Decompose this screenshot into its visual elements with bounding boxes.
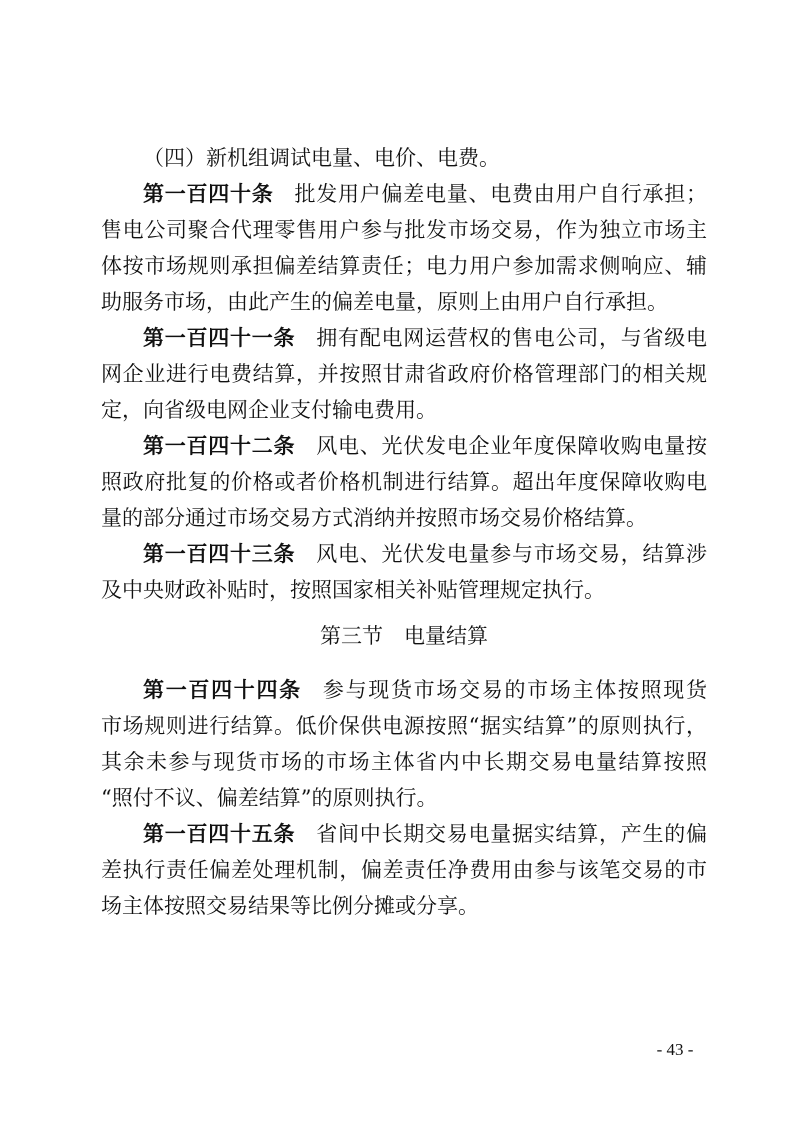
paragraph-line: 照政府批复的价格或者价格机制进行结算。超出年度保障收购电 xyxy=(101,470,707,494)
article-text: 参与现货市场交易的市场主体按照现货 xyxy=(322,678,708,702)
paragraph-line: 定，向省级电网企业支付输电费用。 xyxy=(101,398,437,422)
paragraph-line: 售电公司聚合代理零售用户参与批发市场交易，作为独立市场主 xyxy=(101,218,707,242)
article-142 xyxy=(101,428,707,536)
article-number: 第一百四十五条 xyxy=(143,822,296,846)
article-number: 第一百四十四条 xyxy=(143,678,302,702)
paragraph-line xyxy=(101,816,707,852)
paragraph-line: 其余未参与现货市场的市场主体省内中长期交易电量结算按照 xyxy=(101,750,707,774)
article-number: 第一百四十条 xyxy=(143,182,274,206)
paragraph-line: 体按市场规则承担偏差结算责任；电力用户参加需求侧响应、辅 xyxy=(101,254,707,278)
article-text: 风电、光伏发电企业年度保障收购电量按 xyxy=(316,434,707,458)
document-page xyxy=(101,140,707,924)
article-number: 第一百四十二条 xyxy=(143,434,296,458)
paragraph-line xyxy=(101,428,707,464)
section-title: 电量结算 xyxy=(404,624,488,648)
article-141 xyxy=(101,320,707,428)
article-text: 批发用户偏差电量、电费由用户自行承担； xyxy=(294,182,707,206)
paragraph-line: （四）新机组调试电量、电价、电费。 xyxy=(143,146,500,170)
list-item-4 xyxy=(101,140,707,176)
paragraph-line: 及中央财政补贴时，按照国家相关补贴管理规定执行。 xyxy=(101,578,605,602)
paragraph-line: 市场规则进行结算。低价保供电源按照“据实结算”的原则执行， xyxy=(101,714,707,738)
article-text: 省间中长期交易电量据实结算，产生的偏 xyxy=(316,822,707,846)
article-143 xyxy=(101,536,707,608)
page-number: - 43 - xyxy=(656,1040,694,1059)
article-text: 拥有配电网运营权的售电公司，与省级电 xyxy=(316,326,707,350)
paragraph-line: 量的部分通过市场交易方式消纳并按照市场交易价格结算。 xyxy=(101,506,647,530)
paragraph-line: 网企业进行电费结算，并按照甘肃省政府价格管理部门的相关规 xyxy=(101,362,707,386)
article-number: 第一百四十一条 xyxy=(143,326,296,350)
article-140 xyxy=(101,176,707,320)
paragraph-line: 助服务市场，由此产生的偏差电量，原则上由用户自行承担。 xyxy=(101,290,668,314)
paragraph-line xyxy=(101,672,707,708)
section-number: 第三节 xyxy=(320,624,383,648)
article-number: 第一百四十三条 xyxy=(143,542,296,566)
paragraph-line: “照付不议、偏差结算”的原则执行。 xyxy=(101,786,438,810)
paragraph-line xyxy=(101,176,707,212)
paragraph-line: 场主体按照交易结果等比例分摊或分享。 xyxy=(101,894,479,918)
paragraph-line xyxy=(101,536,707,572)
paragraph-line: 差执行责任偏差处理机制，偏差责任净费用由参与该笔交易的市 xyxy=(101,858,707,882)
paragraph-line xyxy=(101,320,707,356)
article-145 xyxy=(101,816,707,924)
article-144 xyxy=(101,672,707,816)
section-heading xyxy=(101,618,707,654)
article-text: 风电、光伏发电量参与市场交易，结算涉 xyxy=(316,542,707,566)
